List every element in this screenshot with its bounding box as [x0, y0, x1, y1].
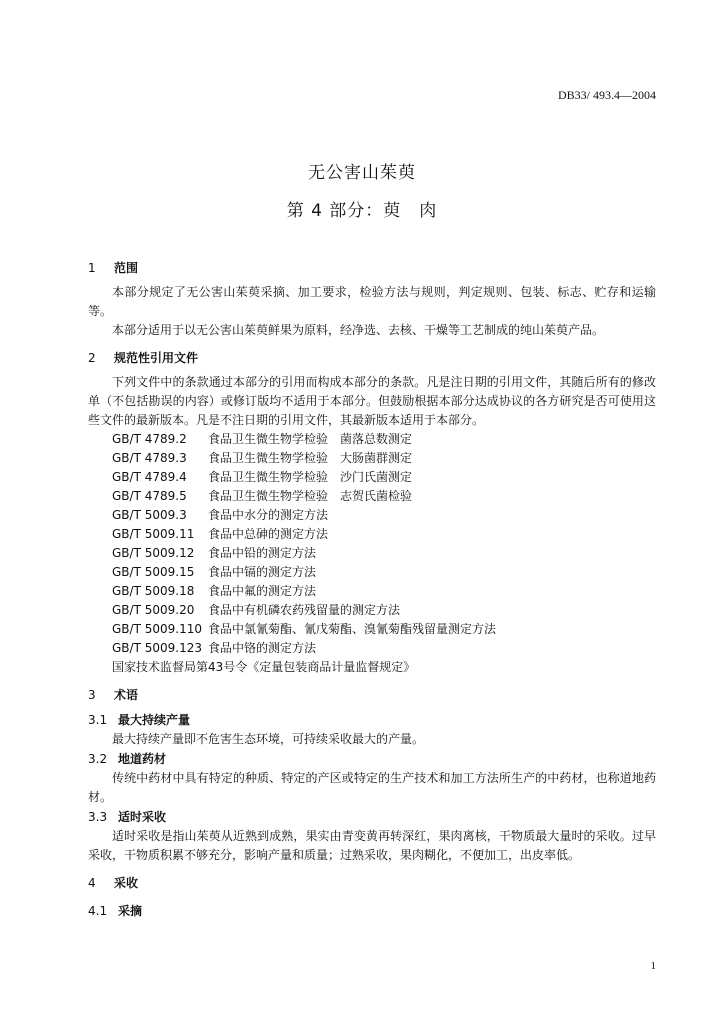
subsection-number: 3.1 — [88, 713, 108, 727]
reference-title: 食品中铅的测定方法 — [208, 546, 317, 560]
reference-title: 食品中氯氰菊酯、氰戊菊酯、溴氰菊酯残留量测定方法 — [208, 622, 497, 636]
subsection-heading — [88, 901, 656, 921]
section-number: 1 — [88, 261, 96, 275]
document-number: DB33/ 493.4—2004 — [557, 88, 656, 102]
reference-code: GB/T 5009.15 — [112, 565, 195, 579]
reference-decree: 国家技术监督局第43号令《定量包装商品计量监督规定》 — [112, 660, 416, 674]
reference-code: GB/T 5009.123 — [112, 641, 202, 655]
reference-code: GB/T 5009.3 — [112, 508, 187, 522]
subsection-title: 地道药材 — [118, 752, 167, 766]
subsection-number: 3.3 — [88, 810, 108, 824]
section-number: 3 — [88, 688, 96, 702]
section-heading-scope — [88, 258, 656, 278]
subsection-title: 最大持续产量 — [118, 713, 191, 727]
paragraph: 适时采收是指山茱萸从近熟到成熟，果实由青变黄再转深红，果肉离核，干物质最大量时的采收。过早采收，干物质积累不够充分，影响产量和质量；过熟采收，果肉糊化，不便加工，出皮率低。 — [88, 829, 656, 862]
section-heading-harvest — [88, 873, 656, 893]
reference-item — [88, 582, 656, 601]
reference-item — [88, 468, 656, 487]
reference-item — [88, 601, 656, 620]
section-number: 2 — [88, 351, 96, 365]
section-title: 采收 — [114, 876, 139, 890]
section-title: 范围 — [114, 261, 139, 275]
subsection-heading — [88, 710, 656, 730]
subsection-title: 采摘 — [118, 904, 143, 918]
reference-item — [88, 430, 656, 449]
subsection-title: 适时采收 — [118, 810, 167, 824]
document-part-title: 第 4 部分：萸 肉 — [286, 201, 438, 221]
paragraph: 最大持续产量即不危害生态环境，可持续采收最大的产量。 — [112, 732, 425, 746]
reference-item — [88, 639, 656, 658]
subsection-number: 3.2 — [88, 752, 108, 766]
paragraph: 传统中药材中具有特定的种质、特定的产区或特定的生产技术和加工方法所生产的中药材，也称道地药材。 — [88, 771, 656, 804]
subsection-heading — [88, 807, 656, 827]
reference-code: GB/T 4789.4 — [112, 470, 187, 484]
section-title: 术语 — [114, 688, 139, 702]
document-title: 无公害山茱萸 — [308, 163, 416, 183]
section-heading-terms — [88, 685, 656, 705]
reference-code: GB/T 4789.5 — [112, 489, 187, 503]
reference-title: 食品中水分的测定方法 — [208, 508, 329, 522]
paragraph: 下列文件中的条款通过本部分的引用而构成本部分的条款。凡是注日期的引用文件，其随后所有的修改单（不包括勘误的内容）或修订版均不适用于本部分。但鼓励根据本部分达成协议的各方研究是否可使用这些文件的最新版本。凡是不注日期的引用文件，其最新版本适用于本部分。 — [88, 375, 656, 427]
paragraph: 本部分规定了无公害山茱萸采摘、加工要求，检验方法与规则，判定规则、包装、标志、贮存和运输等。 — [88, 285, 656, 318]
reference-item — [88, 525, 656, 544]
reference-title: 食品卫生微生物学检验 沙门氏菌测定 — [208, 470, 413, 484]
reference-title: 食品卫生微生物学检验 菌落总数测定 — [208, 432, 413, 446]
section-heading-normative-references — [88, 348, 656, 368]
reference-code: GB/T 5009.18 — [112, 584, 195, 598]
subsection-heading — [88, 749, 656, 769]
reference-code: GB/T 5009.12 — [112, 546, 195, 560]
reference-title: 食品中铬的测定方法 — [208, 641, 317, 655]
reference-item — [88, 487, 656, 506]
subsection-number: 4.1 — [88, 904, 108, 918]
reference-code: GB/T 5009.11 — [112, 527, 195, 541]
reference-code: GB/T 4789.2 — [112, 432, 187, 446]
section-title: 规范性引用文件 — [114, 351, 199, 365]
reference-item — [88, 620, 656, 639]
reference-title: 食品中氟的测定方法 — [208, 584, 317, 598]
reference-item — [88, 449, 656, 468]
reference-item — [88, 544, 656, 563]
reference-item — [88, 506, 656, 525]
reference-title: 食品中有机磷农药残留量的测定方法 — [208, 603, 401, 617]
page-number: 1 — [650, 960, 656, 972]
reference-code: GB/T 5009.20 — [112, 603, 195, 617]
reference-code: GB/T 4789.3 — [112, 451, 187, 465]
section-number: 4 — [88, 876, 96, 890]
reference-list — [88, 430, 656, 677]
paragraph: 本部分适用于以无公害山茱萸鲜果为原料，经净选、去核、干燥等工艺制成的纯山茱萸产品。 — [112, 323, 605, 337]
reference-code: GB/T 5009.110 — [112, 622, 202, 636]
reference-title: 食品中镉的测定方法 — [208, 565, 317, 579]
document-body — [88, 258, 656, 921]
reference-title: 食品卫生微生物学检验 志贺氏菌检验 — [208, 489, 413, 503]
reference-title: 食品中总砷的测定方法 — [208, 527, 329, 541]
reference-item — [88, 563, 656, 582]
reference-title: 食品卫生微生物学检验 大肠菌群测定 — [208, 451, 413, 465]
